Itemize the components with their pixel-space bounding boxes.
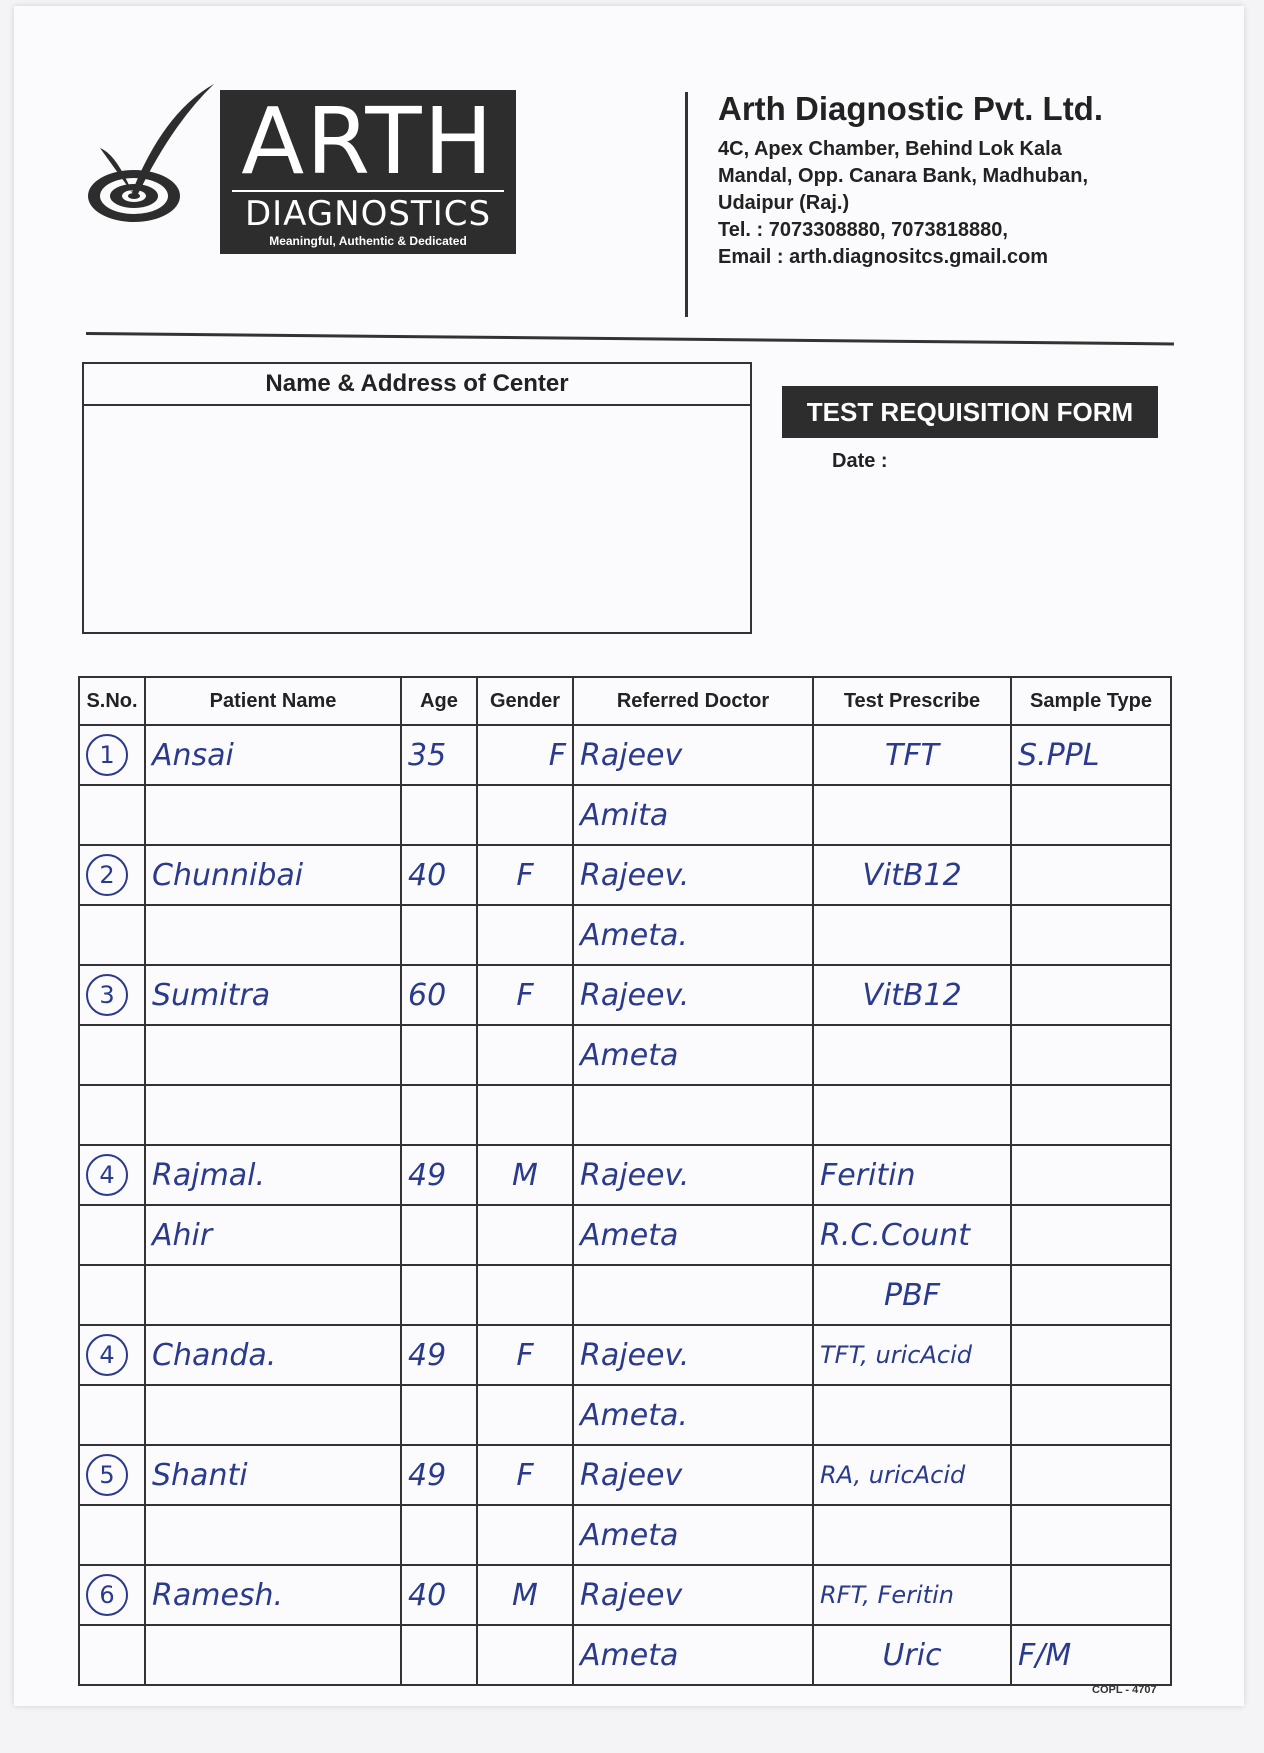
cell-gender: M	[477, 1145, 573, 1205]
cell-age: 49	[401, 1445, 477, 1505]
cell-gender	[477, 1205, 573, 1265]
cell-sample	[1011, 1265, 1171, 1325]
cell-sample: F/M	[1011, 1625, 1171, 1685]
cell-doctor: Ameta.	[573, 905, 813, 965]
cell-sno: 2	[79, 845, 145, 905]
cell-sample	[1011, 1205, 1171, 1265]
company-email: Email : arth.diagnositcs.gmail.com	[718, 246, 1049, 268]
cell-age	[401, 785, 477, 845]
cell-age	[401, 1205, 477, 1265]
cell-sample	[1011, 1025, 1171, 1085]
company-address-1: 4C, Apex Chamber, Behind Lok Kala	[718, 138, 1062, 160]
table-row	[79, 1325, 1171, 1385]
cell-sno	[79, 1625, 145, 1685]
cell-test: R.C.Count	[813, 1205, 1011, 1265]
cell-patient-name	[145, 1385, 401, 1445]
table-row	[79, 905, 1171, 965]
cell-test: VitB12	[813, 965, 1011, 1025]
cell-gender	[477, 1505, 573, 1565]
table-row	[79, 1505, 1171, 1565]
company-tel: Tel. : 7073308880, 7073818880,	[718, 219, 1008, 241]
cell-patient-name	[145, 1505, 401, 1565]
cell-sno	[79, 1505, 145, 1565]
cell-sno	[79, 1385, 145, 1445]
cell-doctor: Rajeev.	[573, 845, 813, 905]
table-row	[79, 1025, 1171, 1085]
company-info	[718, 90, 1103, 271]
cell-gender: F	[477, 1325, 573, 1385]
cell-sno: 6	[79, 1565, 145, 1625]
cell-gender: F	[477, 845, 573, 905]
cell-doctor	[573, 1265, 813, 1325]
cell-sample	[1011, 845, 1171, 905]
table-row	[79, 785, 1171, 845]
cell-doctor: Rajeev.	[573, 1325, 813, 1385]
cell-patient-name: Ahir	[145, 1205, 401, 1265]
cell-gender	[477, 1085, 573, 1145]
cell-sno	[79, 905, 145, 965]
header-gender: Gender	[477, 677, 573, 725]
cell-age: 49	[401, 1325, 477, 1385]
cell-gender	[477, 1385, 573, 1445]
cell-gender	[477, 785, 573, 845]
form-sheet	[14, 6, 1244, 1706]
cell-sno: 4	[79, 1145, 145, 1205]
cell-doctor: Rajeev	[573, 1565, 813, 1625]
cell-doctor: Amita	[573, 785, 813, 845]
table-row	[79, 1565, 1171, 1625]
cell-test	[813, 1385, 1011, 1445]
cell-test: PBF	[813, 1265, 1011, 1325]
table-row	[79, 965, 1171, 1025]
cell-test	[813, 785, 1011, 845]
cell-sample	[1011, 1385, 1171, 1445]
cell-patient-name: Shanti	[145, 1445, 401, 1505]
cell-gender: M	[477, 1565, 573, 1625]
cell-test: Uric	[813, 1625, 1011, 1685]
cell-doctor: Rajeev	[573, 1445, 813, 1505]
cell-gender	[477, 905, 573, 965]
cell-age: 40	[401, 845, 477, 905]
cell-sno: 5	[79, 1445, 145, 1505]
company-address-3: Udaipur (Raj.)	[718, 192, 850, 214]
form-code: COPL - 4707	[1092, 1684, 1157, 1696]
header-age: Age	[401, 677, 477, 725]
cell-patient-name: Rajmal.	[145, 1145, 401, 1205]
table-row	[79, 1265, 1171, 1325]
cell-age: 49	[401, 1145, 477, 1205]
cell-sample: S.PPL	[1011, 725, 1171, 785]
cell-sno	[79, 1205, 145, 1265]
header-sno: S.No.	[79, 677, 145, 725]
cell-test: Feritin	[813, 1145, 1011, 1205]
cell-age	[401, 1625, 477, 1685]
table-row	[79, 1145, 1171, 1205]
cell-age	[401, 1085, 477, 1145]
cell-doctor	[573, 1085, 813, 1145]
cell-test	[813, 905, 1011, 965]
cell-doctor: Ameta	[573, 1625, 813, 1685]
cell-sample	[1011, 1085, 1171, 1145]
cell-patient-name	[145, 1265, 401, 1325]
table-row	[79, 1205, 1171, 1265]
cell-sno: 3	[79, 965, 145, 1025]
cell-age	[401, 1385, 477, 1445]
header-test-prescribe: Test Prescribe	[813, 677, 1011, 725]
table-row	[79, 1445, 1171, 1505]
cell-test: VitB12	[813, 845, 1011, 905]
cell-test	[813, 1505, 1011, 1565]
cell-gender	[477, 1625, 573, 1685]
cell-sno	[79, 1085, 145, 1145]
center-title: Name & Address of Center	[84, 364, 750, 406]
cell-doctor: Ameta	[573, 1025, 813, 1085]
table-row	[79, 725, 1171, 785]
cell-patient-name	[145, 1085, 401, 1145]
center-box	[82, 362, 752, 634]
cell-sample	[1011, 1325, 1171, 1385]
patient-table	[78, 676, 1170, 1686]
cell-age: 35	[401, 725, 477, 785]
cell-gender	[477, 1025, 573, 1085]
cell-patient-name: Sumitra	[145, 965, 401, 1025]
cell-doctor: Ameta	[573, 1505, 813, 1565]
cell-test: TFT, uricAcid	[813, 1325, 1011, 1385]
cell-sample	[1011, 905, 1171, 965]
cell-sno: 1	[79, 725, 145, 785]
target-check-icon	[86, 84, 216, 254]
cell-patient-name: Ramesh.	[145, 1565, 401, 1625]
cell-test: TFT	[813, 725, 1011, 785]
cell-sno	[79, 1025, 145, 1085]
cell-test	[813, 1085, 1011, 1145]
cell-test: RFT, Feritin	[813, 1565, 1011, 1625]
cell-age: 60	[401, 965, 477, 1025]
cell-patient-name	[145, 1025, 401, 1085]
cell-gender: F	[477, 965, 573, 1025]
logo-title: ARTH	[241, 88, 495, 195]
table-row	[79, 1085, 1171, 1145]
cell-sno: 4	[79, 1325, 145, 1385]
cell-doctor: Ameta.	[573, 1385, 813, 1445]
cell-test: RA, uricAcid	[813, 1445, 1011, 1505]
logo-subtitle: DIAGNOSTICS	[232, 190, 504, 234]
cell-age	[401, 1265, 477, 1325]
table-row	[79, 1625, 1171, 1685]
cell-gender: F	[477, 725, 573, 785]
cell-sample	[1011, 1505, 1171, 1565]
cell-sample	[1011, 785, 1171, 845]
cell-doctor: Rajeev.	[573, 965, 813, 1025]
company-name: Arth Diagnostic Pvt. Ltd.	[718, 90, 1104, 127]
table-row	[79, 1385, 1171, 1445]
header-rule	[86, 332, 1174, 345]
cell-gender: F	[477, 1445, 573, 1505]
cell-sno	[79, 785, 145, 845]
cell-age	[401, 1505, 477, 1565]
cell-age	[401, 1025, 477, 1085]
cell-sample	[1011, 1145, 1171, 1205]
header-sample-type: Sample Type	[1011, 677, 1171, 725]
cell-patient-name	[145, 1625, 401, 1685]
logo	[220, 90, 516, 254]
header-referred-doctor: Referred Doctor	[573, 677, 813, 725]
cell-sample	[1011, 1565, 1171, 1625]
cell-patient-name: Chunnibai	[145, 845, 401, 905]
cell-sample	[1011, 1445, 1171, 1505]
header-divider	[685, 92, 688, 317]
table-row	[79, 845, 1171, 905]
cell-doctor: Rajeev.	[573, 1145, 813, 1205]
cell-patient-name	[145, 785, 401, 845]
cell-doctor: Rajeev	[573, 725, 813, 785]
cell-age: 40	[401, 1565, 477, 1625]
cell-patient-name: Chanda.	[145, 1325, 401, 1385]
logo-tagline: Meaningful, Authentic & Dedicated	[269, 234, 467, 248]
form-title: TEST REQUISITION FORM	[782, 386, 1158, 438]
header-patient-name: Patient Name	[145, 677, 401, 725]
date-label: Date :	[832, 450, 888, 472]
cell-age	[401, 905, 477, 965]
cell-sno	[79, 1265, 145, 1325]
cell-patient-name	[145, 905, 401, 965]
cell-gender	[477, 1265, 573, 1325]
table-header-row	[79, 677, 1171, 725]
company-address-2: Mandal, Opp. Canara Bank, Madhuban,	[718, 165, 1089, 187]
cell-sample	[1011, 965, 1171, 1025]
cell-patient-name: Ansai	[145, 725, 401, 785]
cell-doctor: Ameta	[573, 1205, 813, 1265]
cell-test	[813, 1025, 1011, 1085]
